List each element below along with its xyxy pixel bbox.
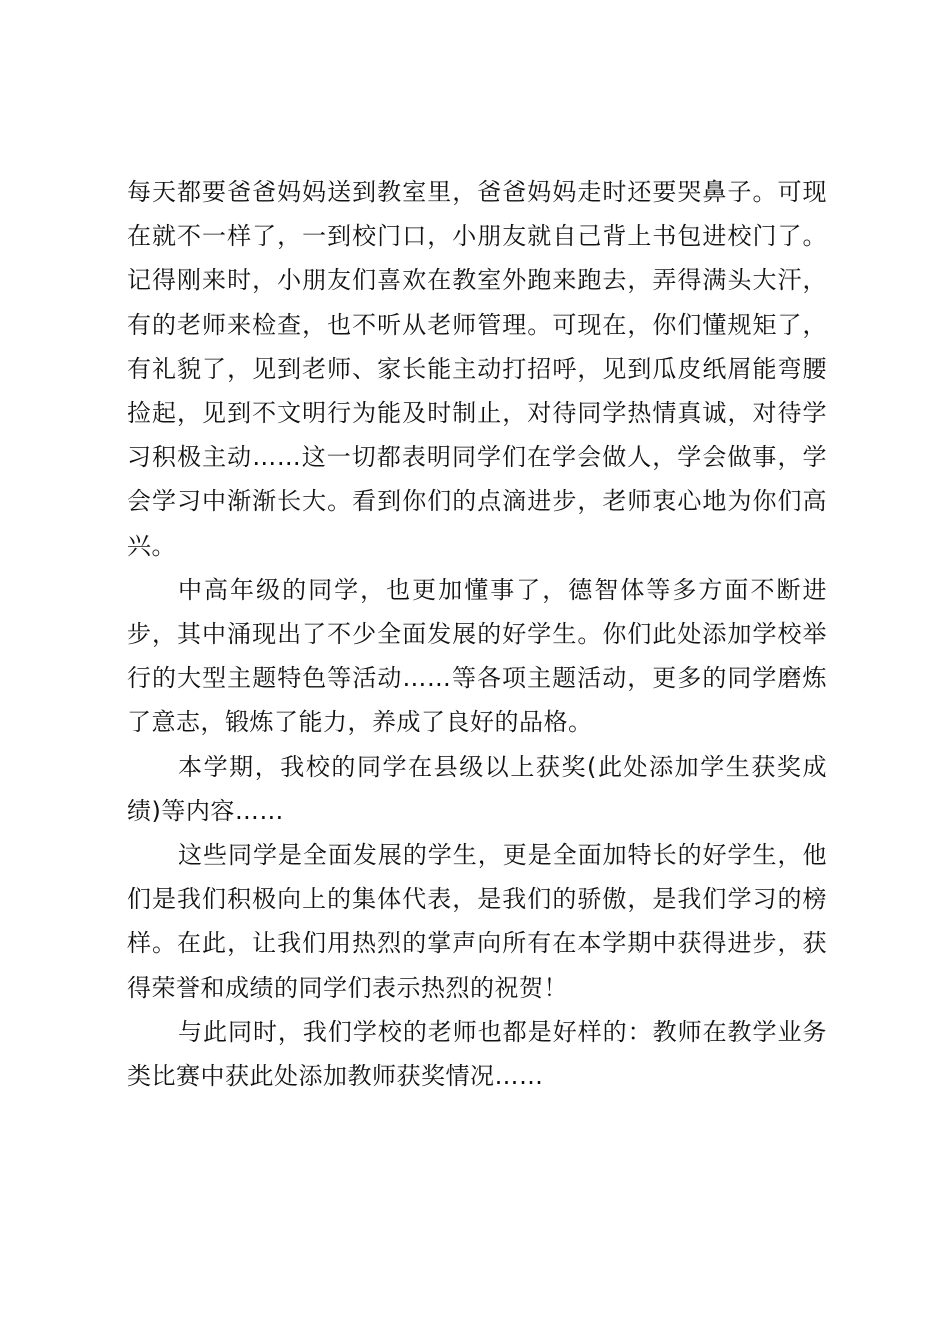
paragraph-1: 每天都要爸爸妈妈送到教室里，爸爸妈妈走时还要哭鼻子。可现在就不一样了，一到校门口，小朋友就自己背上书包进校门了。记得刚来时，小朋友们喜欢在教室外跑来跑去，弄得满头大汗，有的老师来检查，也不听从老师管理。可现在，你们懂规矩了，有礼貌了，见到老师、家长能主动打招呼，见到瓜皮纸屑能弯腰捡起，见到不文明行为能及时制止，对待同学热情真诚，对待学习积极主动……这一切都表明同学们在学会做人，学会做事，学会学习中渐渐长大。看到你们的点滴进步，老师衷心地为你们高兴。: [127, 178, 827, 560]
paragraph-5: 与此同时，我们学校的老师也都是好样的：教师在教学业务类比赛中获此处添加教师获奖情况……: [127, 1017, 827, 1091]
document-body: [127, 170, 827, 1098]
paragraph-2: 中高年级的同学，也更加懂事了，德智体等多方面不断进步，其中涌现出了不少全面发展的好学生。你们此处添加学校举行的大型主题特色等活动……等各项主题活动，更多的同学磨炼了意志，锻炼了能力，养成了良好的品格。: [127, 575, 827, 737]
paragraph-3: 本学期，我校的同学在县级以上获奖(此处添加学生获奖成绩)等内容……: [127, 752, 827, 825]
paragraph-4: 这些同学是全面发展的学生，更是全面加特长的好学生，他们是我们积极向上的集体代表，是我们的骄傲，是我们学习的榜样。在此，让我们用热烈的掌声向所有在本学期中获得进步，获得荣誉和成绩的同学们表示热烈的祝贺！: [127, 841, 827, 1002]
